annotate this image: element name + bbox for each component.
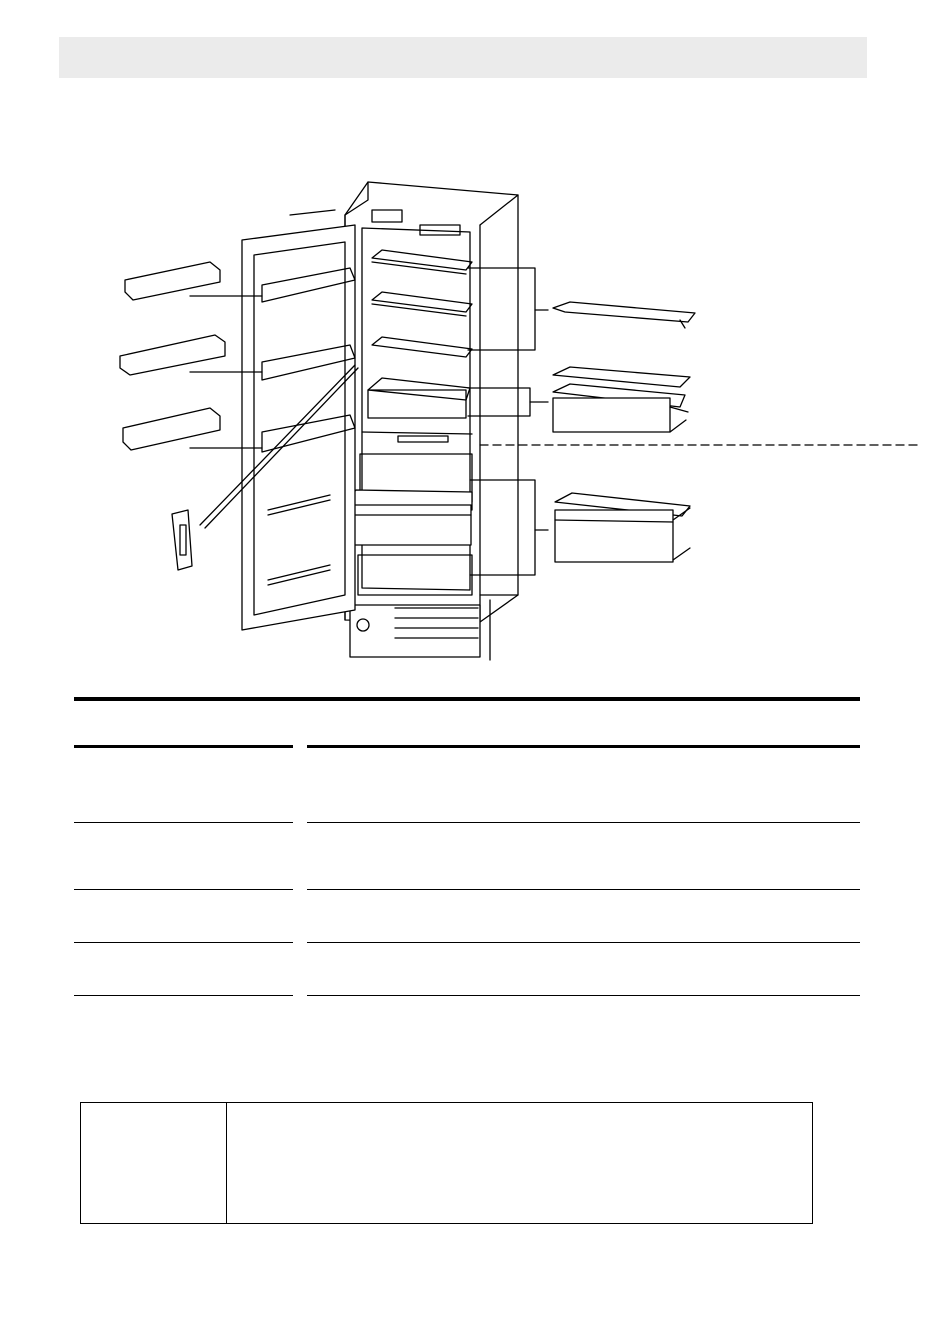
refrigerator-parts-diagram — [0, 170, 934, 670]
table-row-rule-col2 — [307, 889, 860, 890]
table-row-rule-col1 — [74, 889, 293, 890]
note-divider — [226, 1103, 227, 1223]
page-footer-strip — [0, 1319, 934, 1326]
table-row-rule-col2 — [307, 942, 860, 943]
table-header-rule-col1 — [74, 745, 293, 748]
table-row-rule-col1 — [74, 822, 293, 823]
section-header-bar — [59, 37, 867, 78]
parts-exploded-right — [553, 302, 695, 562]
table-header-rule-col2 — [307, 745, 860, 748]
cabinet-body — [345, 182, 518, 660]
table-row-rule-col1 — [74, 995, 293, 996]
door-bins-exploded — [120, 262, 262, 450]
table-row-rule-col2 — [307, 995, 860, 996]
table-row-rule-col1 — [74, 942, 293, 943]
table-row-rule-col2 — [307, 822, 860, 823]
table-top-rule — [74, 697, 860, 701]
open-door — [242, 210, 355, 630]
refrigerator-illustration — [0, 170, 934, 670]
note-box — [80, 1102, 813, 1224]
